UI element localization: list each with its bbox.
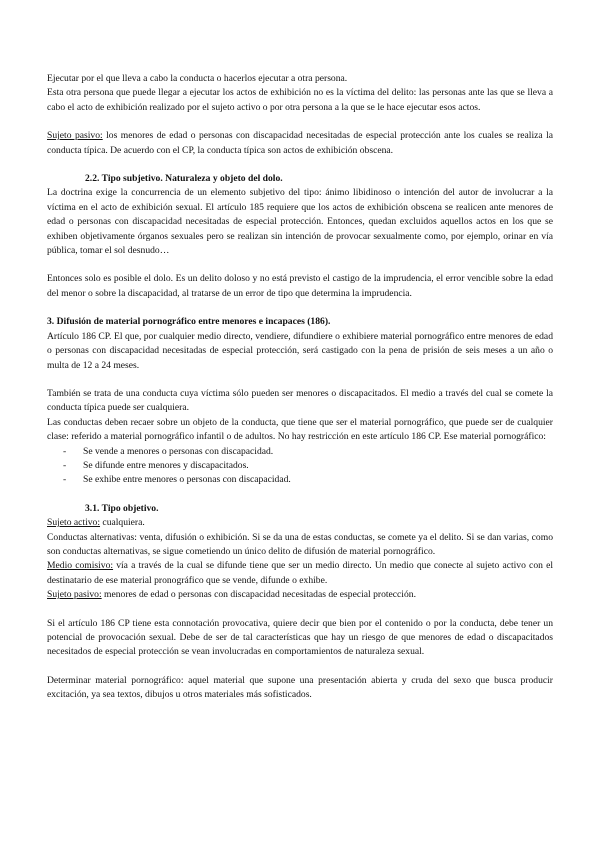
- paragraph-conductas-alternativas: Conductas alternativas: venta, difusión o exhibición. Si se da una de estas conductas, se comete ya el delito. Si se dan varias, como son conductas alternativas, se sigue cometiendo un único delito de difusión de material pornográfico.: [47, 531, 553, 557]
- paragraph-intro-2: Esta otra persona que puede llegar a ejecutar los actos de exhibición no es la víctima del delito: las personas ante las que se lleva a cabo el acto de exhibición realizado por el sujeto activo o por otra persona a la que se le hace ejecutar esos actos.: [47, 87, 553, 113]
- sujeto-activo-text: cualquiera.: [100, 517, 145, 529]
- paragraph-dolo: Entonces solo es posible el dolo. Es un delito doloso y no está previsto el castigo de la imprudencia, el error vencible sobre la edad del menor o sobre la discapacidad, al tratarse de un error de tipo que determina la imprudencia.: [47, 273, 553, 299]
- list-item: - Se exhibe entre menores o personas con discapacidad.: [63, 473, 553, 487]
- sujeto-activo-label: Sujeto activo:: [47, 517, 101, 529]
- list-item: - Se vende a menores o personas con discapacidad.: [63, 445, 553, 459]
- document-page: [47, 72, 553, 703]
- heading-tipo-objetivo: 3.1. Tipo objetivo.: [85, 502, 159, 514]
- sujeto-pasivo-2-label: Sujeto pasivo:: [47, 589, 102, 601]
- paragraph-medio-comisivo: [47, 559, 553, 588]
- paragraph-conductas: Las conductas deben recaer sobre un objeto de la conducta, que tiene que ser el material pornográfico, que puede ser de cualquier clase: referido a material pornográfico infantil o de adultos. No hay restricción en este artículo 186 CP. Ese material pornográfico:: [47, 416, 553, 443]
- paragraph-articulo-186: Artículo 186 CP. El que, por cualquier medio directo, vendiere, difundiere o exhibiere material pornográfico entre menores de edad o personas con discapacidad necesitadas de especial protección, será castigado con la pena de prisión de seis meses a un año o multa de 12 a 24 meses.: [47, 330, 553, 371]
- paragraph-sujeto-pasivo: [47, 129, 553, 158]
- sujeto-pasivo-label: Sujeto pasivo:: [47, 130, 103, 142]
- heading-tipo-subjetivo: 2.2. Tipo subjetivo. Naturaleza y objeto del dolo.: [85, 173, 283, 185]
- material-list: [47, 445, 553, 488]
- paragraph-sujeto-pasivo-2: [47, 588, 553, 602]
- paragraph-sujeto-activo: [47, 516, 553, 530]
- heading-difusion: 3. Difusión de material pornográfico entre menores e incapaces (186).: [47, 316, 331, 328]
- paragraph-victima: También se trata de una conducta cuya víctima sólo pueden ser menores o discapacitados. El medio a través del cual se comete la conducta típica puede ser cualquiera.: [47, 387, 553, 414]
- paragraph-doctrina: La doctrina exige la concurrencia de un elemento subjetivo del tipo: ánimo libidinoso o intención del autor de involucrar a la víctima en el acto de exhibición sexual. El artículo 185 requiere que los actos de exhibición obscena se realicen ante menores de edad o personas con discapacidad necesitadas de especial protección. Entonces, quedan excluidos aquellos actos en los que se exhiben objetivamente órganos sexuales pero se realizan sin intención de provocar sexualmente como, por ejemplo, orinar en vía pública, tomar el sol desnudo…: [47, 187, 553, 257]
- medio-comisivo-label: Medio comisivo:: [47, 560, 114, 572]
- paragraph-intro-1: Ejecutar por el que lleva a cabo la conducta o hacerlos ejecutar a otra persona.: [47, 73, 348, 84]
- paragraph-material-pornografico: Determinar material pornográfico: aquel material que supone una presentación abierta y cruda del sexo que busca producir excitación, ya sea textos, dibujos u otros materiales más sofisticados.: [47, 674, 553, 701]
- medio-comisivo-text: vía a través de la cual se difunde tiene que ser un medio directo. Un medio que conecte al sujeto activo con el destinatario de ese material pronográfico que se vende, difunde o exhibe.: [47, 560, 553, 586]
- sujeto-pasivo-text: los menores de edad o personas con discapacidad necesitadas de especial protección ante los cuales se realiza la conducta típica. De acuerdo con el CP, la conducta típica son actos de exhibición obscena.: [47, 130, 553, 156]
- sujeto-pasivo-2-text: menores de edad o personas con discapacidad necesitadas de especial protección.: [101, 589, 416, 601]
- paragraph-connotacion: Si el artículo 186 CP tiene esta connotación provocativa, quiere decir que bien por el contenido o por la conducta, debe tener un potencial de provocación sexual. Debe de ser de tal características que hay un riesgo de que menores de edad o discapacitados necesitados de especial protección se vean involucradas en comportamientos de naturaleza sexual.: [47, 617, 553, 658]
- list-item: - Se difunde entre menores y discapacitados.: [63, 459, 553, 473]
